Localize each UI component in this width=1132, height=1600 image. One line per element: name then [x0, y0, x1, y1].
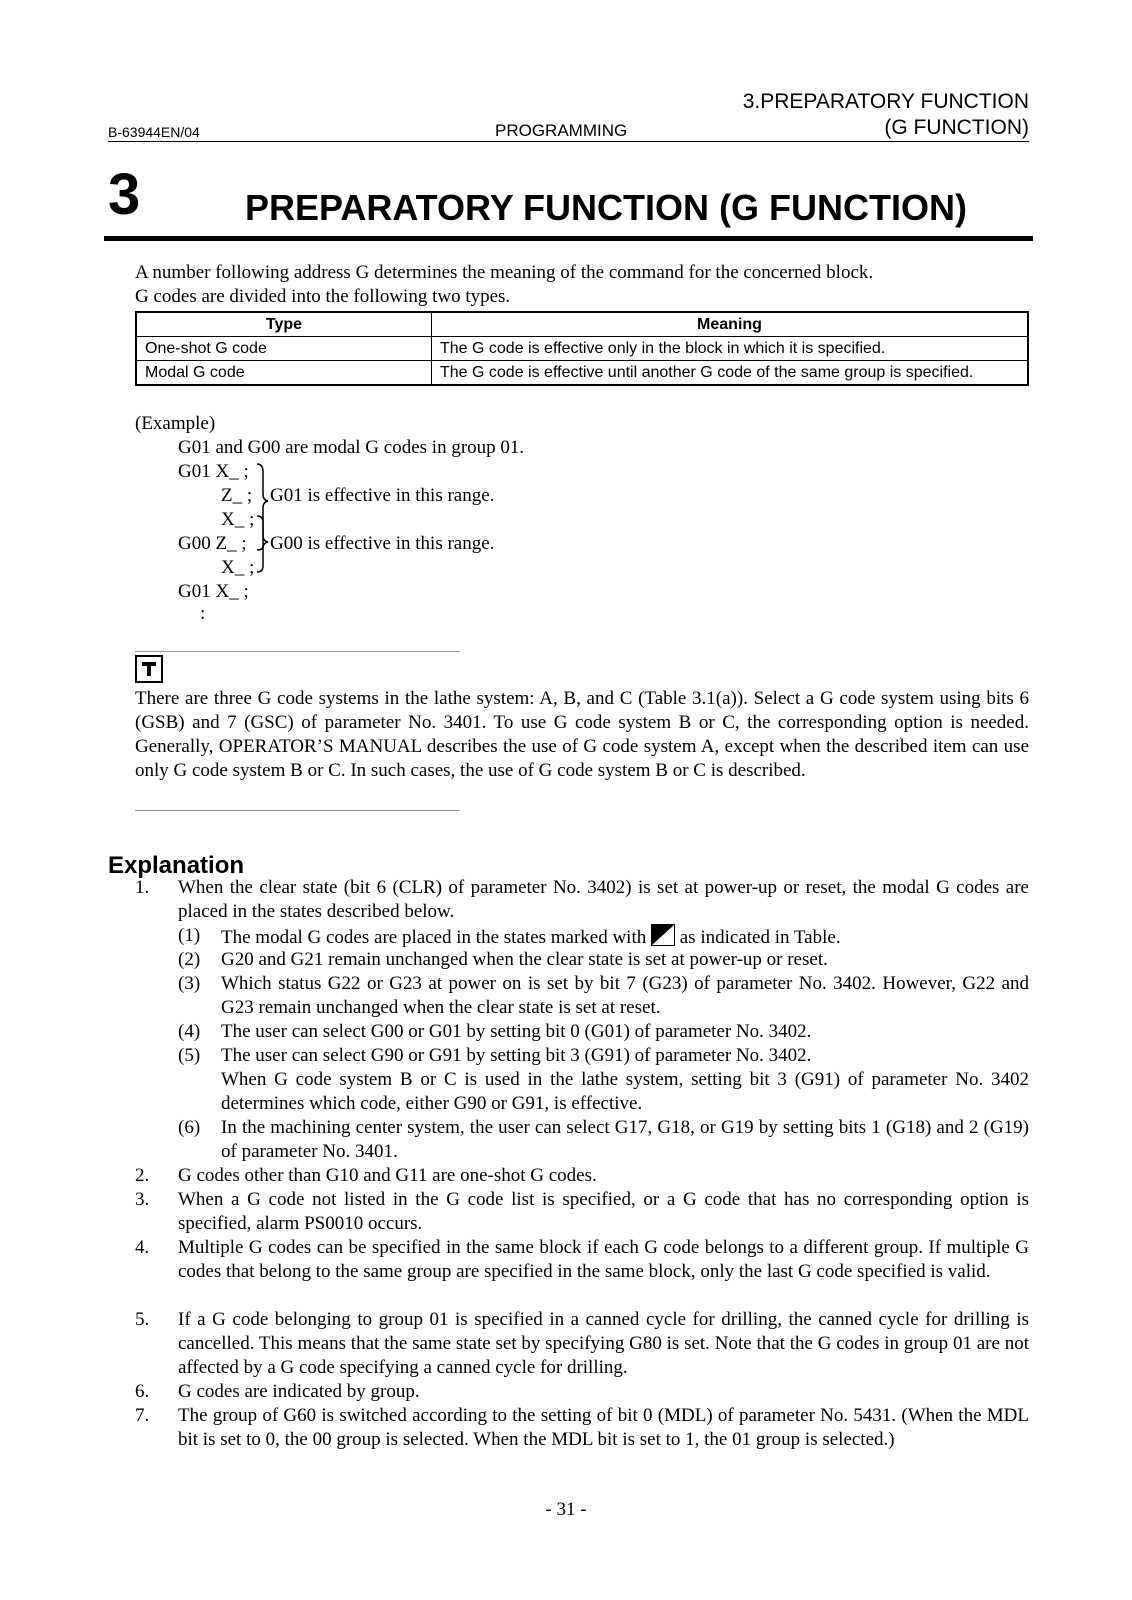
- initial-state-mark-icon: [651, 924, 675, 946]
- intro-line-2: G codes are divided into the following two types.: [135, 286, 511, 307]
- table-header-type: Type: [136, 312, 432, 337]
- list-item-number: 7.: [135, 1405, 150, 1426]
- example-label: (Example): [135, 413, 216, 434]
- list-item-number: 2.: [135, 1165, 150, 1186]
- example-code-line: X_ ;: [221, 509, 255, 530]
- list-item: Multiple G codes can be specified in the same block if each G code belongs to a different group. If multiple G codes that belong to the same group are specified in the same block, only the last G code specified is valid.: [178, 1237, 1029, 1282]
- sub-item: In the machining center system, the user can select G17, G18, or G19 by setting bits 1 (G18) and 2 (G19) of parameter No. 3401.: [221, 1117, 1029, 1162]
- page-number: - 31 -: [545, 1499, 587, 1520]
- example-description: G01 and G00 are modal G codes in group 01.: [178, 437, 525, 458]
- sub-item-number: (6): [178, 1117, 201, 1138]
- list-item-number: 3.: [135, 1189, 150, 1210]
- explanation-heading: Explanation: [108, 852, 245, 879]
- example-code-line: G01 X_ ;: [178, 581, 249, 602]
- sub-item-text-b: as indicated in Table.: [679, 927, 841, 948]
- list-item: When the clear state (bit 6 (CLR) of parameter No. 3402) is set at power-up or reset, the modal G codes are placed in the states described below.: [178, 877, 1029, 922]
- range-brace-icon: [255, 514, 269, 574]
- chapter-rule: [104, 236, 1033, 241]
- list-item: G codes are indicated by group.: [178, 1381, 420, 1402]
- list-item: G codes other than G10 and G11 are one-shot G codes.: [178, 1165, 597, 1186]
- header-section-line2: (G FUNCTION): [884, 116, 1029, 139]
- note-top-rule: [135, 651, 460, 652]
- list-item-number: 1.: [135, 877, 150, 898]
- sub-item-number: (4): [178, 1021, 201, 1042]
- range-label-g00: G00 is effective in this range.: [270, 533, 495, 554]
- table-header-meaning: Meaning: [432, 312, 1029, 337]
- example-ellipsis: :: [200, 603, 206, 624]
- list-item-number: 4.: [135, 1237, 150, 1258]
- range-label-g01: G01 is effective in this range.: [270, 485, 495, 506]
- note-tip-icon: [135, 655, 163, 683]
- header-rule: [108, 141, 1029, 142]
- sub-item: The user can select G00 or G01 by setting bit 0 (G01) of parameter No. 3402.: [221, 1021, 812, 1042]
- table-cell-meaning: The G code is effective only in the block in which it is specified.: [432, 337, 1029, 361]
- intro-line-1: A number following address G determines the meaning of the command for the concerned block.: [135, 262, 874, 283]
- chapter-number: 3: [108, 162, 141, 227]
- table-row: [136, 361, 1028, 386]
- table-cell-meaning: The G code is effective until another G code of the same group is specified.: [432, 361, 1029, 386]
- example-code-line: Z_ ;: [221, 485, 253, 506]
- sub-item-number: (5): [178, 1045, 201, 1066]
- tip-t-icon: [142, 662, 156, 676]
- sub-item-number: (1): [178, 925, 201, 946]
- header-section-line1: 3.PREPARATORY FUNCTION: [742, 90, 1029, 113]
- intro-paragraph: [135, 261, 1035, 309]
- example-code-line: G00 Z_ ;: [178, 533, 247, 554]
- sub-item-number: (3): [178, 973, 201, 994]
- table-cell-type: Modal G code: [136, 361, 432, 386]
- sub-item: Which status G22 or G23 at power on is set by bit 7 (G23) of parameter No. 3402. However, G22 and G23 remain unchanged when the clear state is set at reset.: [221, 973, 1029, 1018]
- example-code-line: X_ ;: [221, 557, 255, 578]
- sub-item-continuation: When G code system B or C is used in the lathe system, setting bit 3 (G91) of parameter No. 3402 determines which code, either G90 or G91, is effective.: [221, 1069, 1029, 1114]
- sub-item-number: (2): [178, 949, 201, 970]
- list-item: The group of G60 is switched according to the setting of bit 0 (MDL) of parameter No. 5431. (When the MDL bit is set to 0, the 00 group is selected. When the MDL bit is set to 1, the 01 group is selected.): [178, 1405, 1029, 1450]
- table-cell-type: One-shot G code: [136, 337, 432, 361]
- chapter-title: PREPARATORY FUNCTION (G FUNCTION): [245, 187, 967, 228]
- doc-id: B-63944EN/04: [108, 124, 200, 140]
- sub-item-text-a: The modal G codes are placed in the states marked with: [221, 927, 647, 948]
- sub-item: The user can select G90 or G91 by setting bit 3 (G91) of parameter No. 3402.: [221, 1045, 812, 1066]
- sub-item: [221, 924, 1029, 950]
- example-code-line: G01 X_ ;: [178, 461, 249, 482]
- g-code-types-table: [135, 311, 1029, 386]
- table-header-row: [136, 312, 1028, 337]
- list-item: If a G code belonging to group 01 is specified in a canned cycle for drilling, the canned cycle for drilling is cancelled. This means that the same state set by specifying G80 is set. Note that the G codes in group 01 are not affected by a G code specifying a canned cycle for drilling.: [178, 1309, 1029, 1378]
- header-category: PROGRAMMING: [495, 121, 628, 140]
- list-item-number: 5.: [135, 1309, 150, 1330]
- list-item-number: 6.: [135, 1381, 150, 1402]
- note-text: There are three G code systems in the lathe system: A, B, and C (Table 3.1(a)). Select a G code system using bits 6 (GSB) and 7 (GSC) of parameter No. 3401. To use G code system B or C, the corresponding option is needed. Generally, OPERATOR’S MANUAL describes the use of G code system A, except when the described item can use only G code system B or C. In such cases, the use of G code system B or C is described.: [135, 688, 1029, 781]
- table-row: [136, 337, 1028, 361]
- list-item: When a G code not listed in the G code list is specified, or a G code that has no corresponding option is specified, alarm PS0010 occurs.: [178, 1189, 1029, 1234]
- note-bottom-rule: [135, 810, 460, 811]
- sub-item: G20 and G21 remain unchanged when the clear state is set at power-up or reset.: [221, 949, 828, 970]
